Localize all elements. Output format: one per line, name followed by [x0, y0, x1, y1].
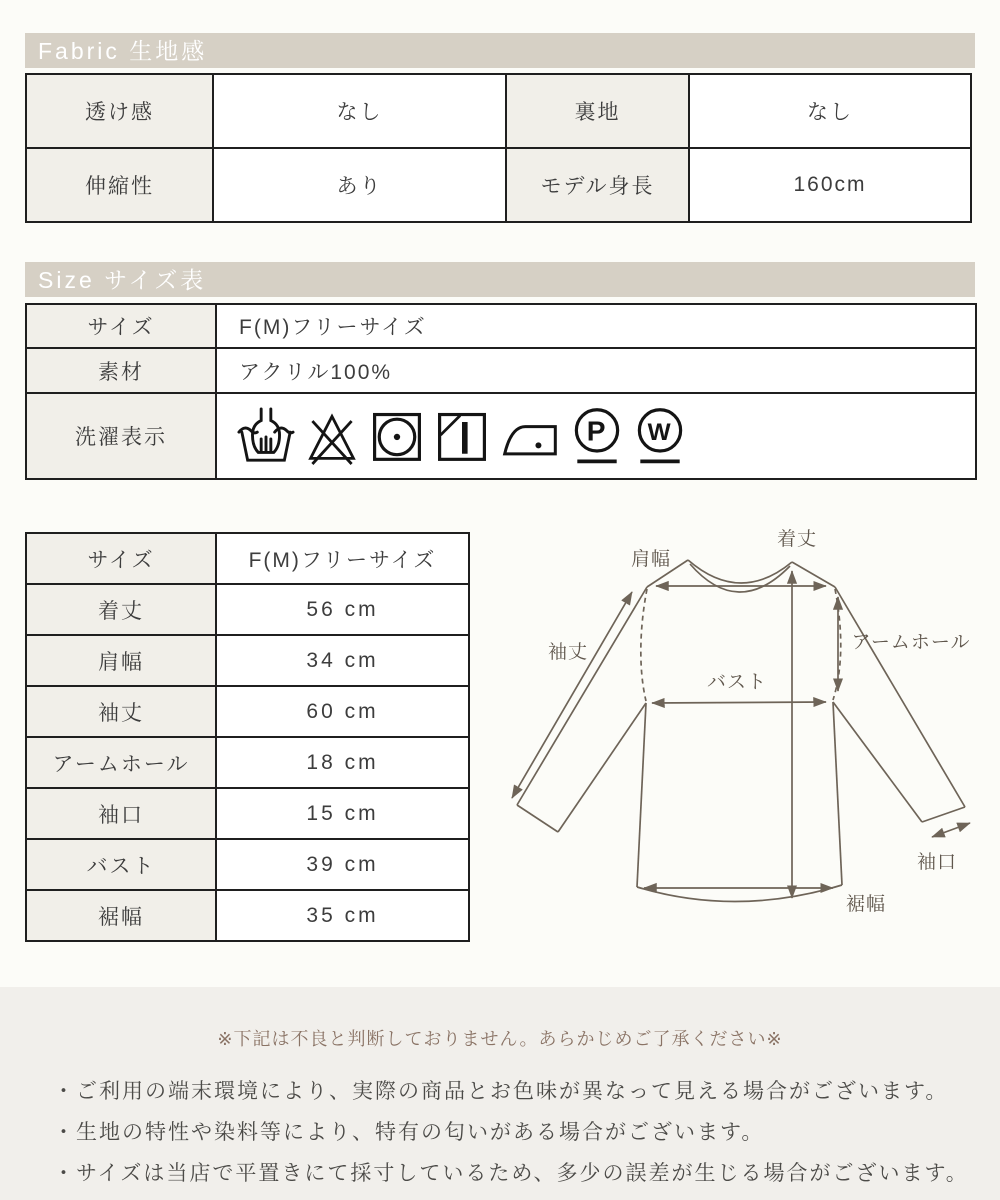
material-value: アクリル100% [216, 348, 976, 393]
hand-wash-icon [237, 406, 295, 466]
table-row [26, 890, 469, 941]
dry-clean-p-icon [570, 406, 624, 466]
table-row [26, 393, 976, 479]
meas-label-size: サイズ [26, 533, 216, 584]
fabric-label-model-height: モデル身長 [506, 148, 689, 222]
meas-value-sleeve: 60 cm [216, 686, 469, 737]
list-item: ・生地の特性や染料等により、特有の匂いがある場合がございます。 [53, 1121, 765, 1144]
meas-label-sleeve: 袖丈 [26, 686, 216, 737]
table-row [26, 788, 469, 839]
measurements-table [25, 532, 470, 942]
fabric-label-lining: 裏地 [506, 74, 689, 148]
table-row [26, 533, 469, 584]
meas-value-bust: 39 cm [216, 839, 469, 890]
meas-value-cuff: 15 cm [216, 788, 469, 839]
diagram-label-length: 着丈 [776, 529, 818, 550]
meas-label-cuff: 袖口 [26, 788, 216, 839]
diagram-label-shoulder: 肩幅 [630, 549, 672, 570]
meas-label-shoulder: 肩幅 [26, 635, 216, 686]
size-value: F(M)フリーサイズ [216, 304, 976, 348]
meas-label-armhole: アームホール [26, 737, 216, 788]
table-row [26, 348, 976, 393]
meas-value-hem: 35 cm [216, 890, 469, 941]
size-section-header [25, 262, 975, 297]
fabric-label-stretch: 伸縮性 [26, 148, 213, 222]
diagram-label-cuff: 袖口 [916, 852, 958, 873]
fabric-section-title: Fabric 生地感 [38, 38, 208, 64]
fabric-section-header [25, 33, 975, 68]
table-row [26, 737, 469, 788]
do-not-bleach-icon [304, 406, 360, 466]
fabric-table [25, 73, 972, 223]
wet-clean-w-icon [633, 406, 687, 466]
meas-value-armhole: 18 cm [216, 737, 469, 788]
size-label: サイズ [26, 304, 216, 348]
line-dry-in-shade-icon [434, 406, 490, 466]
diagram-label-hem: 裾幅 [845, 894, 887, 915]
garment-measurement-diagram [480, 515, 1000, 935]
iron-low-icon [499, 406, 561, 466]
notes-list [53, 1075, 1000, 1187]
meas-label-bust: バスト [26, 839, 216, 890]
care-label: 洗濯表示 [26, 393, 216, 479]
meas-label-length: 着丈 [26, 584, 216, 635]
notes-title: ※下記は不良と判断しておりません。あらかじめご了承ください※ [217, 1029, 783, 1049]
table-row [26, 635, 469, 686]
svg-text:W: W [647, 418, 673, 446]
list-item: ・サイズは当店で平置きにて採寸しているため、多少の誤差が生じる場合がございます。 [53, 1162, 969, 1185]
notes-section [0, 987, 1000, 1200]
table-row [26, 686, 469, 737]
svg-text:P: P [586, 415, 608, 447]
diagram-label-sleeve: 袖丈 [547, 642, 589, 663]
material-label: 素材 [26, 348, 216, 393]
care-icons-row [237, 406, 975, 466]
meas-label-hem: 裾幅 [26, 890, 216, 941]
size-info-table [25, 303, 977, 480]
tumble-dry-low-icon [369, 406, 425, 466]
fabric-value-lining: なし [689, 74, 971, 148]
table-row [26, 148, 971, 222]
fabric-value-stretch: あり [213, 148, 506, 222]
meas-value-size: F(M)フリーサイズ [216, 533, 469, 584]
size-section-title: Size サイズ表 [38, 267, 207, 293]
fabric-label-sheerness: 透け感 [26, 74, 213, 148]
diagram-label-bust: バスト [706, 672, 768, 693]
table-row [26, 839, 469, 890]
table-row [26, 74, 971, 148]
table-row [26, 304, 976, 348]
meas-value-length: 56 cm [216, 584, 469, 635]
meas-value-shoulder: 34 cm [216, 635, 469, 686]
care-icons-cell [216, 393, 976, 479]
fabric-value-sheerness: なし [213, 74, 506, 148]
fabric-value-model-height: 160cm [689, 148, 971, 222]
garment-outline [517, 560, 965, 902]
diagram-label-armhole: アームホール [851, 632, 971, 653]
table-row [26, 584, 469, 635]
measure-arrows [512, 571, 970, 898]
list-item: ・ご利用の端末環境により、実際の商品とお色味が異なって見える場合がございます。 [53, 1080, 949, 1103]
